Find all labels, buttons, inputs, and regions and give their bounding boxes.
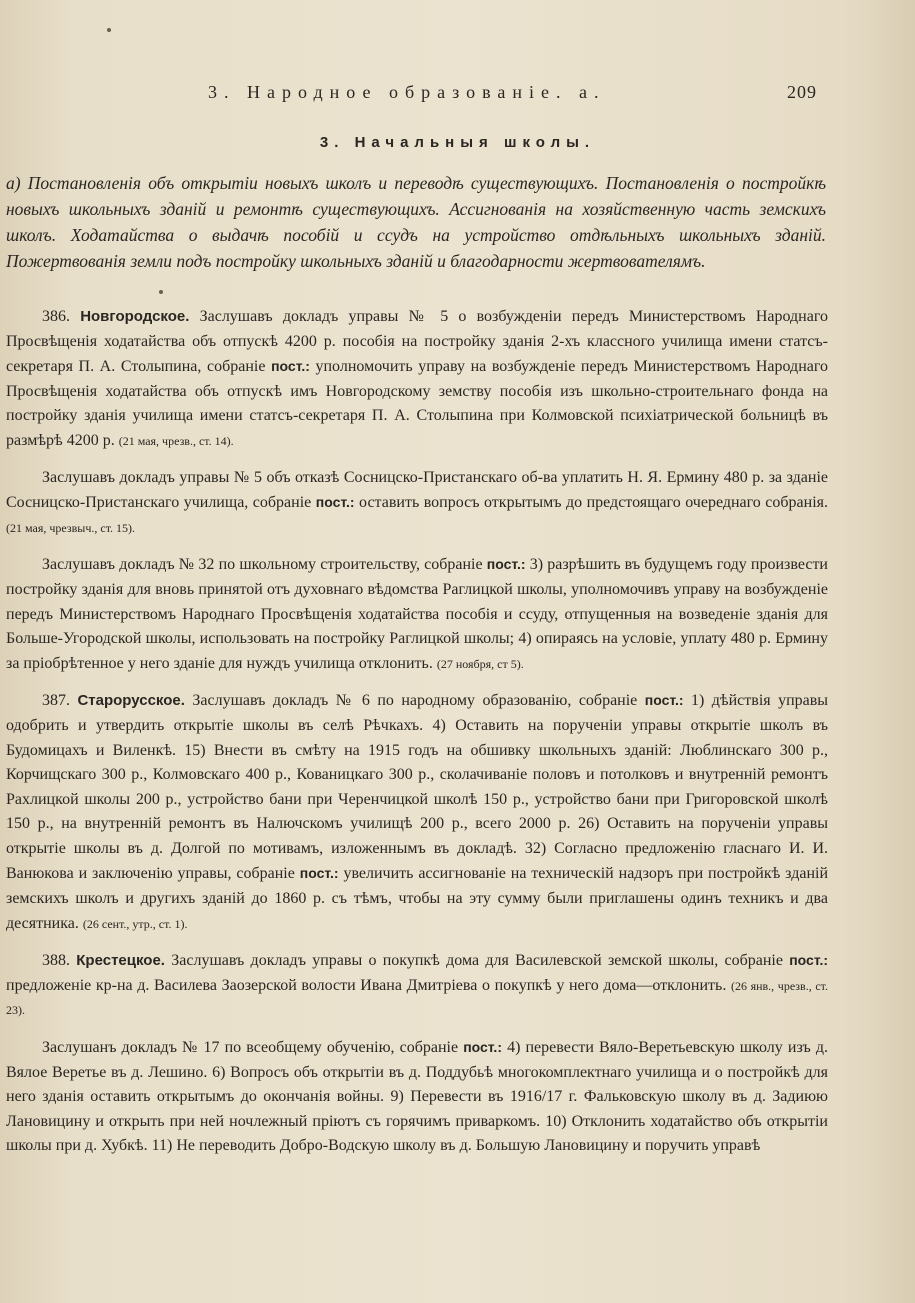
running-header bbox=[208, 82, 817, 103]
reference: (27 ноября, ст 5). bbox=[436, 656, 524, 671]
paragraph-text: предложеніе кр-на д. Василева Заозерской волости Ивана Дмитріева о покупкѣ у него дома—отклонить. bbox=[6, 976, 727, 994]
resolution-keyword: пост.: bbox=[463, 1039, 502, 1056]
paragraph-text: оставить вопросъ открытымъ до предстоящаго очереднаго собранія. bbox=[359, 494, 829, 512]
paragraph-text: уполномочить управу на возбужденіе передъ Министерствомъ Народнаго Просвѣщенія ходатайства объ отпускѣ имъ Новгородскому земству пособія изъ школьно-строительнаго фонда на постройку зданія училища имени статсъ-секретаря П. А. Столыпина при Колмовской психіатрической больницѣ въ размѣрѣ 4200 р. bbox=[6, 358, 829, 449]
entity-name: Новгородское. bbox=[80, 308, 190, 325]
paragraph-text: Заслушавъ докладъ № 6 по народному образованію, собраніе bbox=[192, 692, 638, 710]
resolution-keyword: пост.: bbox=[644, 692, 684, 709]
paragraph-387 bbox=[6, 688, 828, 936]
paragraph-text: 3) разрѣшить въ будущемъ году произвести постройку зданія для вновь принятой отъ духовнаго вѣдомства Раглицкой школы, уполномочивъ управу на возбужденіе передъ Министерствомъ Народнаго Просвѣщенія ходатайства пособія и ссуду, отпущенныя на возведеніе зданія для Больше-Угородской школы, использовать на постройку Раглицкой школы; 4) опираясь на условіе, уплату 480 р. Ермину за пріобрѣтенное у него зданіе для нуждъ училища отклонить. bbox=[6, 556, 828, 672]
reference: (26 янв., чрезв., ст. 23). bbox=[6, 978, 829, 1018]
resolution-keyword: пост.: bbox=[315, 494, 355, 511]
resolution-keyword: пост.: bbox=[789, 952, 828, 969]
paragraph-386 bbox=[6, 305, 828, 454]
paragraph-text: увеличить ассигнованіе на техническій надзоръ при постройкѣ зданій земскихъ школъ и другихъ зданій до 1860 р. съ тѣмъ, чтобы на эту сумму были приглашены одинъ техникъ и два десятника. bbox=[6, 865, 829, 932]
page-number: 209 bbox=[787, 82, 817, 102]
paragraph-text: Заслушавъ докладъ № 32 по школьному строительству, собраніе bbox=[42, 556, 483, 574]
entry-number: 387. bbox=[42, 692, 70, 710]
resolution-keyword: пост.: bbox=[271, 358, 310, 375]
document-body bbox=[6, 305, 828, 1171]
binding-hole-mark bbox=[159, 290, 163, 294]
paragraph-text: Заслушавъ докладъ управы о покупкѣ дома для Василевской земской школы, собраніе bbox=[171, 952, 783, 970]
resolution-keyword: пост.: bbox=[299, 865, 339, 882]
reference: (21 мая, чрезвыч., ст. 15). bbox=[6, 520, 136, 535]
entry-number: 386. bbox=[42, 308, 70, 325]
reference: (26 сент., утр., ст. 1). bbox=[82, 916, 188, 931]
paragraph bbox=[6, 1035, 828, 1159]
entity-name: Старорусское. bbox=[77, 692, 185, 710]
section-title: 3. Начальныя школы. bbox=[319, 134, 596, 151]
binding-hole-mark bbox=[107, 28, 111, 32]
resolution-keyword: пост.: bbox=[486, 556, 526, 573]
reference: (21 мая, чрезв., ст. 14). bbox=[118, 433, 234, 448]
paragraph-text: Заслушанъ докладъ № 17 по всеобщему обученію, собраніе bbox=[42, 1039, 459, 1057]
paragraph-text: 1) дѣйствія управы одобрить и утвердить открытіе школы въ селѣ Рѣчкахъ. 4) Оставить на порученіи управы открытіе школъ въ Будомицахъ и Виленкѣ. 15) Внести въ смѣту на 1915 годъ на обшивку школьныхъ зданій: Люблинскаго 300 р., Корчищскаго 300 р., Колмовскаго 400 р., Кованицкаго 300 р., сколачиваніе половъ и потолковъ и внутренній ремонтъ Рахлицкой школы 200 р., устройство бани при Черенчицкой школѣ 150 р., устройство бани при Григоровской школѣ 150 р., на внутренній ремонтъ въ Налючскомъ училищѣ 200 р., всего 2000 р. 26) Оставить на порученіи управы открытіе школы въ д. Долгой по мотивамъ, изложеннымъ въ докладѣ. 32) Согласно предложенію гласнаго И. И. Ванюкова и заключенію управы, собраніе bbox=[6, 692, 829, 883]
paragraph bbox=[6, 466, 828, 541]
paragraph-388 bbox=[6, 948, 828, 1023]
paragraph bbox=[6, 552, 828, 676]
paragraph-text: Заслушавъ докладъ управы № 5 объ отказѣ Сосницско-Пристанскаго об-ва уплатить Н. Я. Ермину 480 р. за зданіе Сосницско-Пристанскаго училища, собраніе bbox=[6, 468, 828, 512]
section-intro: а) Постановленія объ открытіи новыхъ школъ и переводѣ существующихъ. Постановленія о постройкѣ новыхъ школьныхъ зданій и ремонтѣ существующихъ. Ассигнованія на хозяйственную часть земскихъ школъ. Ходатайства о выдачѣ пособій и ссудъ на устройство отдѣльныхъ школьныхъ зданій. Пожертвованія земли подъ постройку школьныхъ зданій и благодарности жертвователямъ. bbox=[6, 173, 826, 271]
paragraph-text: Заслушавъ докладъ управы № 5 о возбужденіи передъ Министерствомъ Народнаго Просвѣщенія ходатайства объ отпускѣ 4200 р. пособія на постройку зданія 2-хъ классного училища имени статсъ-секретаря П. А. Столыпина, собраніе bbox=[6, 308, 828, 376]
header-title: 3. Народное образованіе. а. bbox=[208, 82, 606, 102]
paragraph-text: 4) перевести Вяло-Веретьевскую школу изъ д. Вялое Веретье въ д. Лешино. 6) Вопросъ объ открытіи въ д. Поддубьѣ многокомплектнаго училища и о постройкѣ для него зданія оставить открытымъ до окончанія войны. 9) Перевести въ 1916/17 г. Фальковскую школу въ д. Задиюю Лановицину и открыть при ней ночлежный пріютъ съ горячимъ приваркомъ. 10) Отклонить ходатайство объ открытіи школы при д. Хубкѣ. 11) Не переводить Добро-Водскую школу въ д. Большую Лановицину и поручить управѣ bbox=[6, 1039, 829, 1155]
entity-name: Крестецкое. bbox=[76, 952, 165, 970]
entry-number: 388. bbox=[42, 952, 70, 970]
